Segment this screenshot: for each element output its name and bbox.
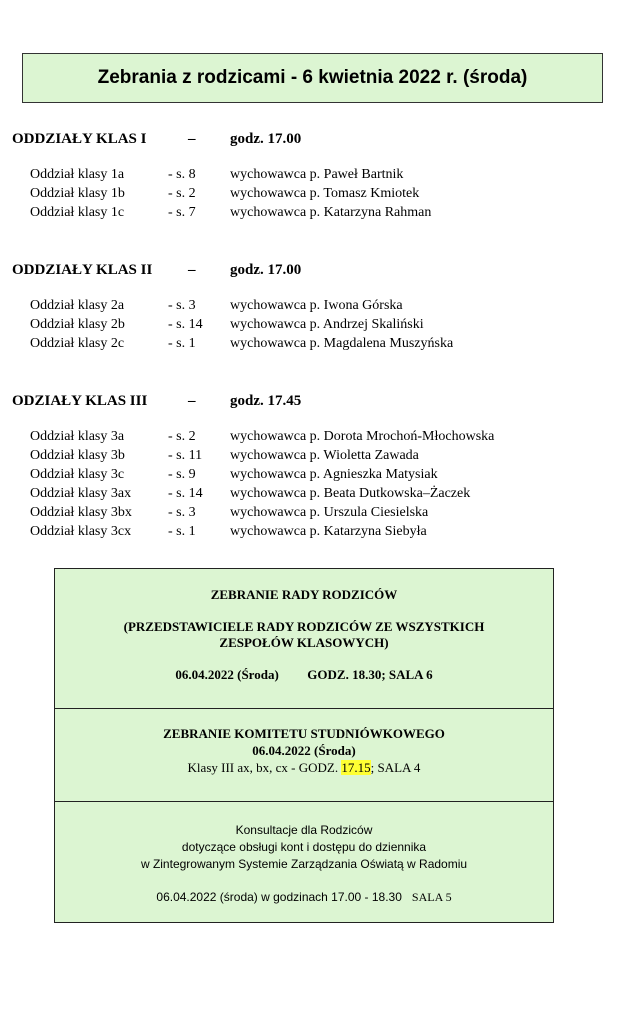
list-item: [12, 315, 612, 334]
list-item: [12, 446, 612, 465]
section-time: godz. 17.45: [230, 393, 302, 409]
consult-when: 06.04.2022 (środa) w godzinach 17.00 - 18.30: [156, 890, 402, 904]
class-list: [12, 427, 612, 541]
class-name: Oddział klasy 3bx: [30, 505, 132, 520]
class-name: Oddział klasy 3cx: [30, 524, 132, 539]
section-name: ODDZIAŁY KLAS I: [12, 131, 147, 147]
class-name: Oddział klasy 3a: [30, 429, 125, 444]
teacher: wychowawca p. Paweł Bartnik: [230, 167, 404, 182]
teacher: wychowawca p. Urszula Ciesielska: [230, 505, 429, 520]
room: - s. 2: [168, 429, 196, 444]
teacher: wychowawca p. Wioletta Zawada: [230, 448, 419, 463]
council-subtitle-1: (PRZEDSTAWICIELE RADY RODZICÓW ZE WSZYSTKICH: [123, 619, 485, 634]
list-item: [12, 203, 612, 222]
info-table: [54, 568, 554, 923]
list-item: [12, 427, 612, 446]
room: - s. 3: [168, 298, 196, 313]
teacher: wychowawca p. Magdalena Muszyńska: [230, 336, 454, 351]
consult-line-3: w Zintegrowanym Systemie Zarządzania Oświatą w Radomiu: [140, 857, 468, 871]
teacher: wychowawca p. Katarzyna Siebyła: [230, 524, 427, 539]
council-date: 06.04.2022 (Środa): [175, 667, 279, 682]
class-name: Oddział klasy 1b: [30, 186, 125, 201]
class-name: Oddział klasy 1c: [30, 205, 125, 220]
class-name: Oddział klasy 2b: [30, 317, 125, 332]
committee-classes-prefix: Klasy III ax, bx, cx - GODZ.: [187, 760, 339, 775]
class-name: Oddział klasy 3b: [30, 448, 125, 463]
committee-title: ZEBRANIE KOMITETU STUDNIÓWKOWEGO: [163, 726, 445, 741]
council-time-place: GODZ. 18.30; SALA 6: [307, 667, 433, 682]
page-title-box: [22, 53, 603, 103]
consult-line-2: dotyczące obsługi kont i dostępu do dziennika: [181, 840, 427, 854]
section-dash: –: [188, 393, 196, 409]
section-class-1: [12, 127, 612, 222]
class-name: Oddział klasy 1a: [30, 167, 125, 182]
section-time: godz. 17.00: [230, 262, 302, 278]
teacher: wychowawca p. Agnieszka Matysiak: [230, 467, 438, 482]
section-header: [12, 389, 612, 413]
room: - s. 2: [168, 186, 196, 201]
consult-line-1: Konsultacje dla Rodziców: [235, 823, 373, 837]
list-item: [12, 334, 612, 353]
teacher: wychowawca p. Dorota Mrochoń-Młochowska: [230, 429, 495, 444]
consult-when-row: [55, 889, 553, 906]
list-item: [12, 522, 612, 541]
room: - s. 14: [168, 486, 203, 501]
council-subtitle-2: ZESPOŁÓW KLASOWYCH): [219, 635, 389, 650]
section-header: [12, 258, 612, 282]
room: - s. 11: [168, 448, 203, 463]
committee-classes: [55, 759, 553, 776]
room: - s. 7: [168, 205, 196, 220]
room: - s. 9: [168, 467, 196, 482]
section-name: ODZIAŁY KLAS III: [12, 393, 148, 409]
class-name: Oddział klasy 2a: [30, 298, 125, 313]
list-item: [12, 296, 612, 315]
teacher: wychowawca p. Iwona Górska: [230, 298, 403, 313]
room: - s. 1: [168, 336, 196, 351]
list-item: [12, 484, 612, 503]
council-meeting-cell: [55, 569, 553, 709]
council-when: [55, 667, 553, 683]
section-name: ODDZIAŁY KLAS II: [12, 262, 153, 278]
teacher: wychowawca p. Beata Dutkowska–Żaczek: [230, 486, 471, 501]
class-name: Oddział klasy 3c: [30, 467, 125, 482]
list-item: [12, 465, 612, 484]
section-dash: –: [188, 131, 196, 147]
teacher: wychowawca p. Katarzyna Rahman: [230, 205, 432, 220]
room: - s. 3: [168, 505, 196, 520]
list-item: [12, 165, 612, 184]
list-item: [12, 503, 612, 522]
section-class-3: [12, 389, 612, 541]
section-time: godz. 17.00: [230, 131, 302, 147]
council-title: ZEBRANIE RADY RODZICÓW: [210, 587, 398, 602]
teacher: wychowawca p. Andrzej Skaliński: [230, 317, 424, 332]
committee-meeting-cell: [55, 709, 553, 802]
consultation-cell: [55, 802, 553, 922]
section-dash: –: [188, 262, 196, 278]
room: - s. 8: [168, 167, 196, 182]
room: - s. 1: [168, 524, 196, 539]
consult-room: SALA 5: [411, 890, 452, 904]
room: - s. 14: [168, 317, 203, 332]
committee-place: ; SALA 4: [370, 760, 421, 775]
list-item: [12, 184, 612, 203]
committee-date: 06.04.2022 (Środa): [252, 743, 356, 758]
section-class-2: [12, 258, 612, 353]
class-list: [12, 165, 612, 222]
page-title: Zebrania z rodzicami - 6 kwietnia 2022 r. (środa): [97, 67, 528, 88]
section-header: [12, 127, 612, 151]
class-name: Oddział klasy 3ax: [30, 486, 132, 501]
committee-time: 17.15: [341, 760, 371, 775]
class-list: [12, 296, 612, 353]
teacher: wychowawca p. Tomasz Kmiotek: [230, 186, 420, 201]
class-name: Oddział klasy 2c: [30, 336, 125, 351]
